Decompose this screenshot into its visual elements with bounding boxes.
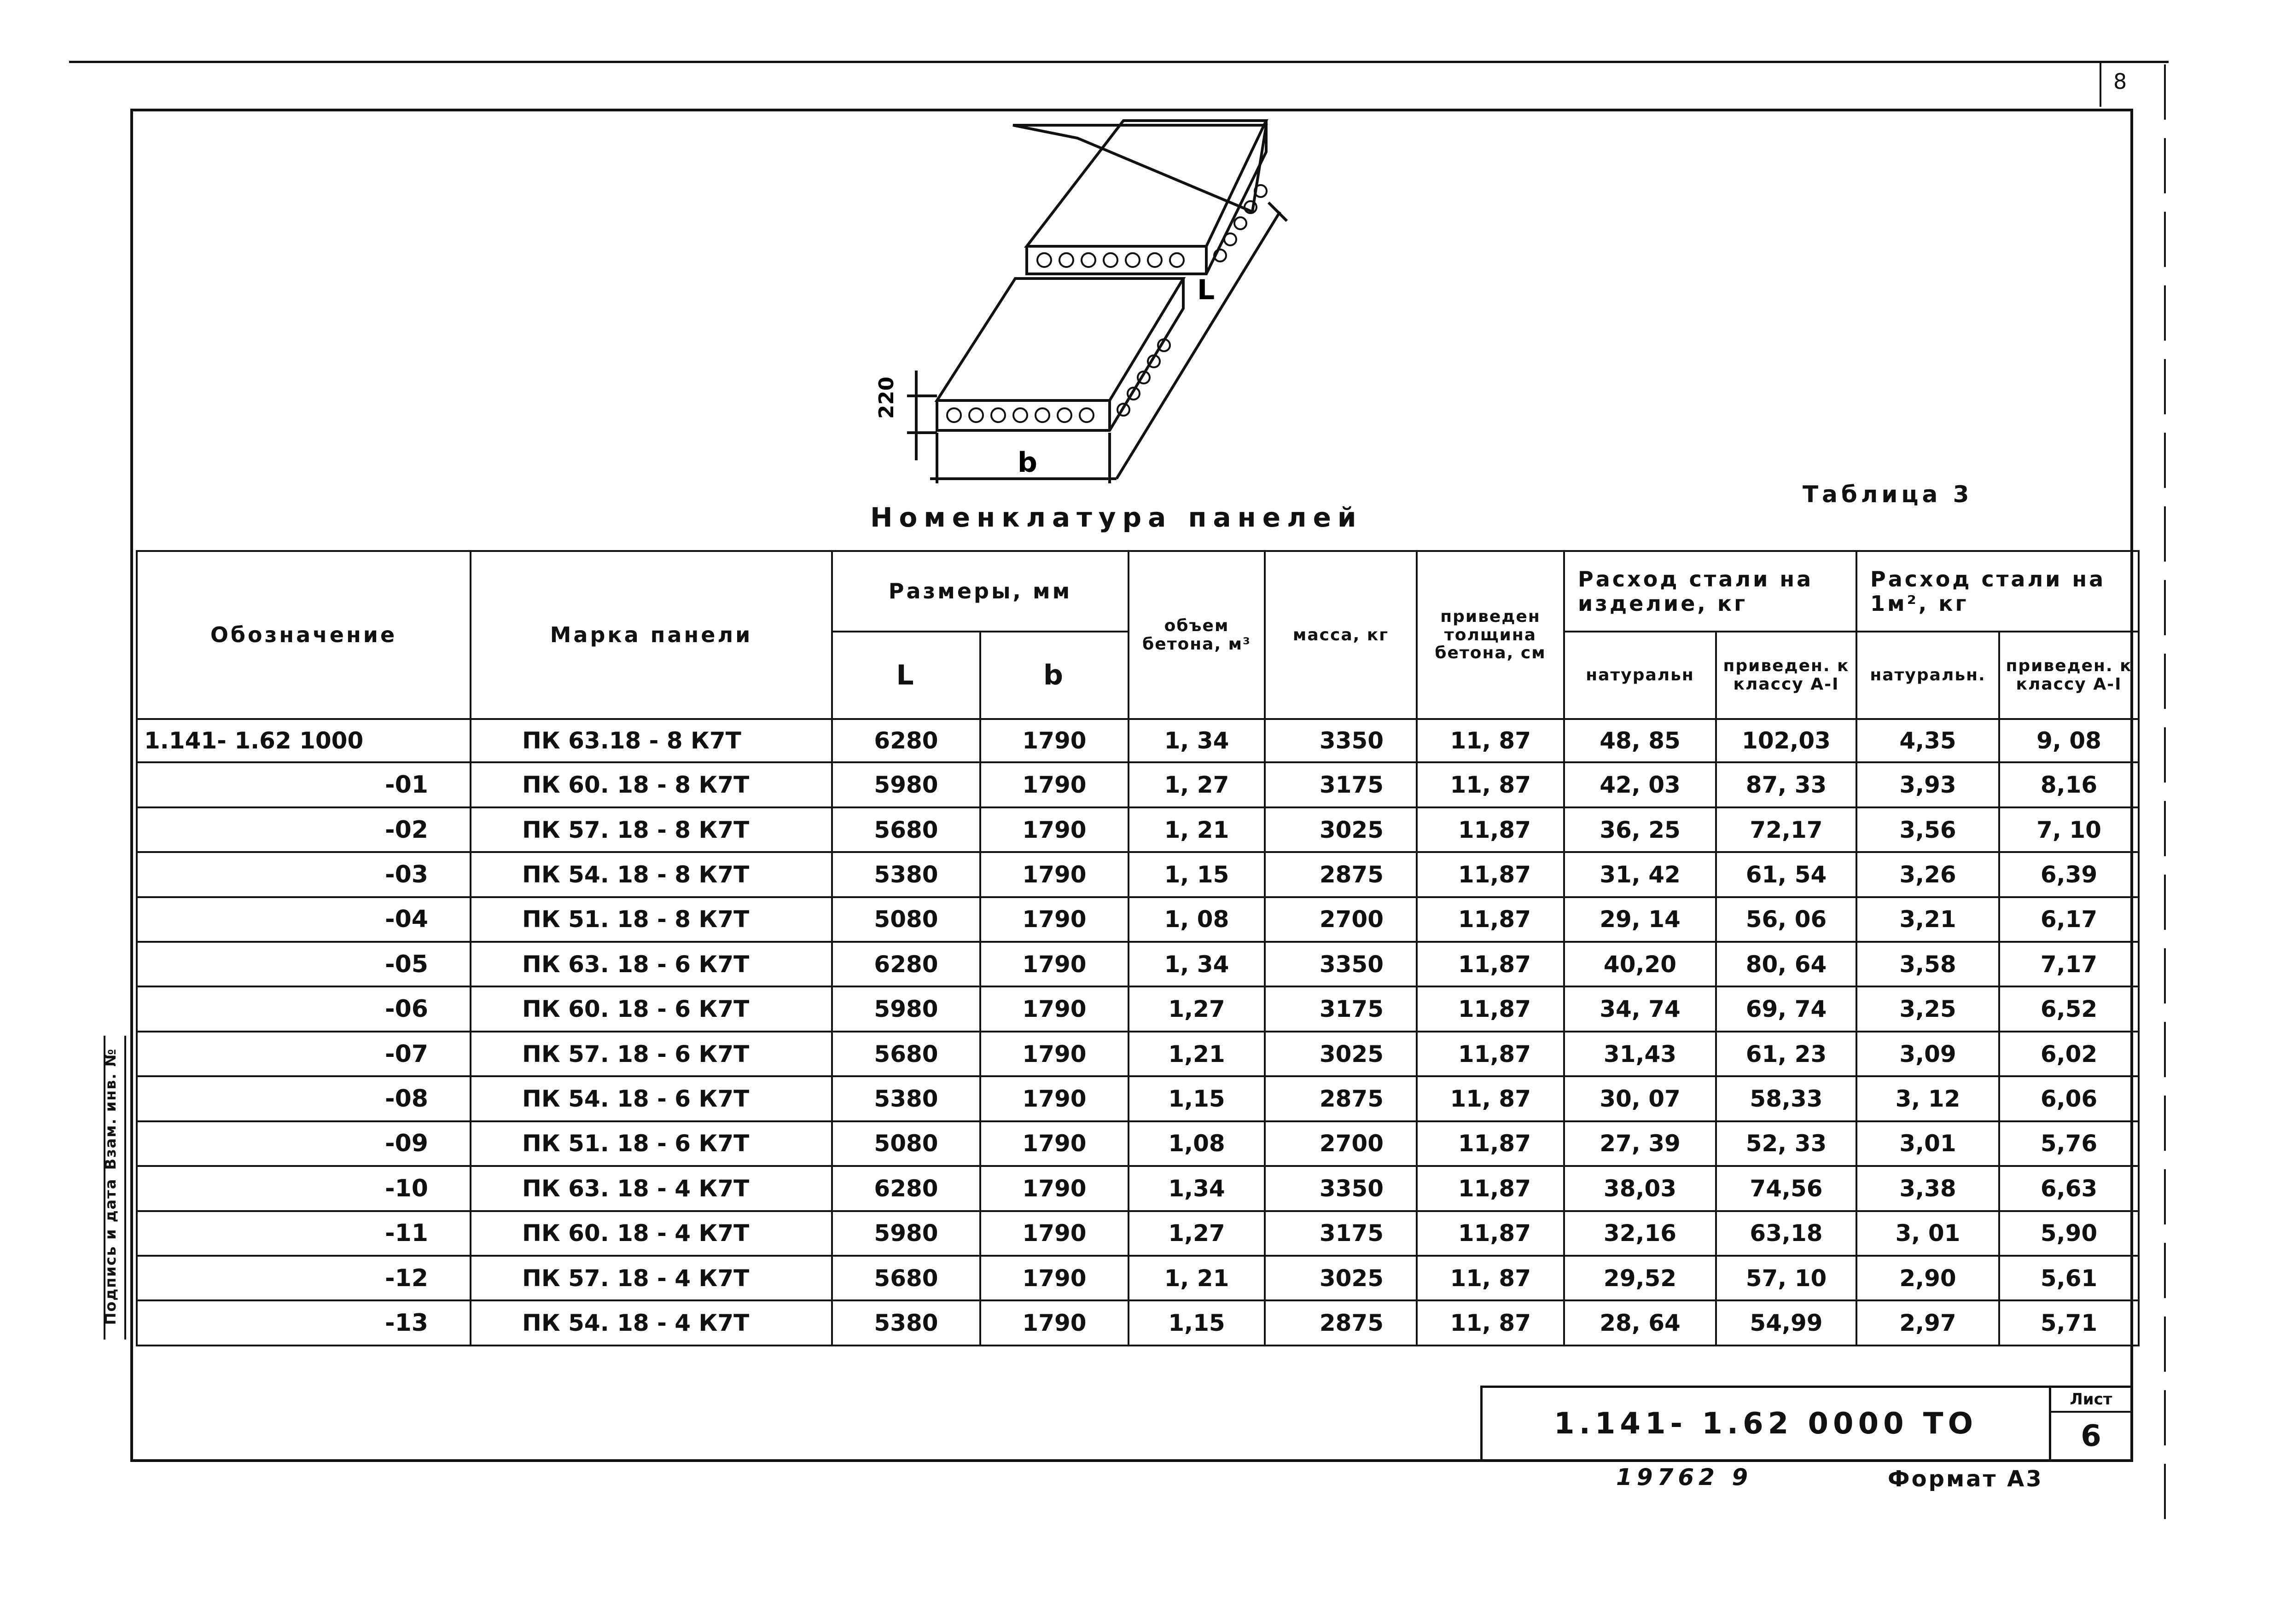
table-row: -04 ПК 51. 18 - 8 К7Т 5080 1790 1, 08 2700 11,87 29, 14 56, 06 3,21 6,17 — [137, 897, 2139, 942]
table-row: -05 ПК 63. 18 - 6 К7Т 6280 1790 1, 34 3350 11,87 40,20 80, 64 3,58 7,17 — [137, 942, 2139, 986]
document-code: 1.141- 1.62 0000 ТО — [1480, 1386, 2049, 1462]
table-row: -03 ПК 54. 18 - 8 К7Т 5380 1790 1, 15 2875 11,87 31, 42 61, 54 3,26 6,39 — [137, 852, 2139, 897]
sheet-label: Лист — [2051, 1388, 2131, 1413]
header-dim-l: L — [832, 632, 980, 719]
panel-drawing — [852, 115, 1312, 502]
header-reduced-m2: приведен. к классу А-I — [1999, 632, 2139, 719]
corner-mark: 8 — [2113, 69, 2127, 94]
header-steel-item: Расход стали на изделие, кг — [1564, 551, 1856, 632]
table-row: -09 ПК 51. 18 - 6 К7Т 5080 1790 1,08 2700 11,87 27, 39 52, 33 3,01 5,76 — [137, 1121, 2139, 1166]
width-label: b — [1018, 447, 1037, 479]
side-stamp-line-2 — [124, 1036, 126, 1340]
table-row: -08 ПК 54. 18 - 6 К7Т 5380 1790 1,15 2875 11, 87 30, 07 58,33 3, 12 6,06 — [137, 1076, 2139, 1121]
nomenclature-heading: Номенклатура панелей — [870, 502, 1363, 533]
header-volume: объем бетона, м³ — [1129, 551, 1265, 719]
table-row: -11 ПК 60. 18 - 4 К7Т 5980 1790 1,27 3175 11,87 32,16 63,18 3, 01 5,90 — [137, 1211, 2139, 1256]
header-mass: масса, кг — [1265, 551, 1417, 719]
header-dim-b: b — [980, 632, 1129, 719]
table-row: -06 ПК 60. 18 - 6 К7Т 5980 1790 1,27 3175 11,87 34, 74 69, 74 3,25 6,52 — [137, 986, 2139, 1031]
header-dimensions: Размеры, мм — [832, 551, 1129, 632]
top-rule — [69, 61, 2169, 63]
table-row: -10 ПК 63. 18 - 4 К7Т 6280 1790 1,34 3350 11,87 38,03 74,56 3,38 6,63 — [137, 1166, 2139, 1211]
thickness-label: 220 — [875, 377, 898, 419]
header-brand: Марка панели — [471, 551, 832, 719]
sheet-box — [2049, 1386, 2133, 1462]
header-reduced: приведен. к классу А-I — [1716, 632, 1856, 719]
side-interchange: Взам. инв. № — [102, 1048, 119, 1170]
table-row: -13 ПК 54. 18 - 4 К7Т 5380 1790 1,15 2875 11, 87 28, 64 54,99 2,97 5,71 — [137, 1300, 2139, 1346]
table-row: 1.141- 1.62 1000 ПК 63.18 - 8 К7Т 6280 1790 1, 34 3350 11, 87 48, 85 102,03 4,35 9, 08 — [137, 719, 2139, 762]
header-steel-m2: Расход стали на 1м², кг — [1856, 551, 2139, 632]
corner-tick — [2100, 63, 2101, 107]
length-label: L — [1197, 274, 1215, 306]
panel-nomenclature-table — [136, 550, 2140, 1346]
header-row-1 — [137, 551, 2139, 632]
table-number: Таблица 3 — [1803, 481, 1973, 508]
table-row: -02 ПК 57. 18 - 8 К7Т 5680 1790 1, 21 3025 11,87 36, 25 72,17 3,56 7, 10 — [137, 807, 2139, 852]
side-signature-date: Подпись и дата — [102, 1178, 119, 1325]
right-edge-dashes — [2164, 64, 2166, 1519]
inventory-number: 19762 9 — [1616, 1464, 1753, 1491]
header-thickness: приведен толщина бетона, см — [1417, 551, 1564, 719]
header-natural-m2: натуральн. — [1856, 632, 1999, 719]
header-designation: Обозначение — [137, 551, 471, 719]
table-row: -01 ПК 60. 18 - 8 К7Т 5980 1790 1, 27 3175 11, 87 42, 03 87, 33 3,93 8,16 — [137, 762, 2139, 807]
sheet-number: 6 — [2081, 1419, 2101, 1453]
header-natural: натуральн — [1564, 632, 1716, 719]
paper-format: Формат А3 — [1888, 1466, 2043, 1492]
table-row: -07 ПК 57. 18 - 6 К7Т 5680 1790 1,21 3025 11,87 31,43 61, 23 3,09 6,02 — [137, 1032, 2139, 1076]
table-row: -12 ПК 57. 18 - 4 К7Т 5680 1790 1, 21 3025 11, 87 29,52 57, 10 2,90 5,61 — [137, 1256, 2139, 1300]
